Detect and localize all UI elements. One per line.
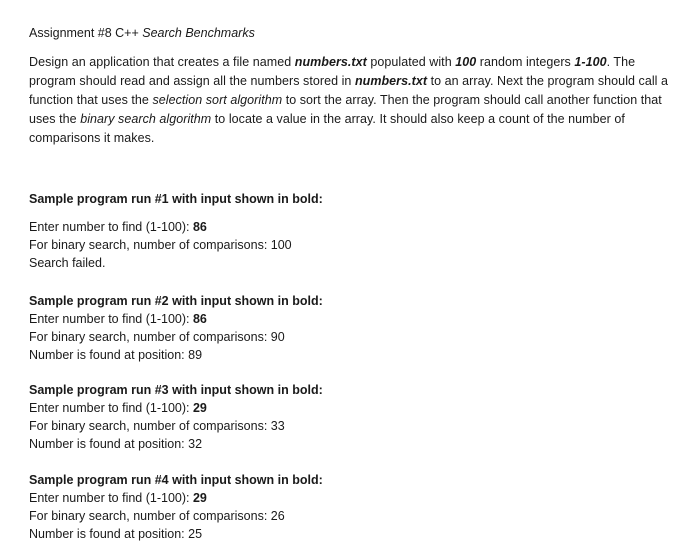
run-result: Number is found at position: 25 (29, 527, 203, 541)
desc-filename: numbers.txt (294, 55, 367, 69)
sample-run-3 (29, 381, 323, 453)
run-prompt-line (29, 218, 323, 236)
desc-text: to an array. Next the program should call a function that uses the (29, 74, 669, 107)
run-prompt: Enter number to find (1-100): (29, 401, 193, 415)
run-result: Search failed. (29, 256, 106, 270)
desc-text: Design an application that creates a file named (29, 55, 295, 69)
run-comparisons: For binary search, number of comparisons: 33 (29, 419, 285, 433)
run-result: Number is found at position: 32 (29, 437, 203, 451)
desc-text: random integers (476, 55, 575, 69)
run-heading: Sample program run #1 with input shown in bold: (29, 192, 323, 206)
run-comparisons: For binary search, number of comparisons: 90 (29, 330, 285, 344)
desc-algorithm: selection sort algorithm (152, 93, 283, 107)
run-input: 29 (192, 491, 207, 505)
desc-text: to sort the array. Then the program should call another function that uses the (29, 93, 662, 126)
run-heading: Sample program run #4 with input shown in bold: (29, 473, 323, 487)
run-prompt: Enter number to find (1-100): (29, 491, 193, 505)
run-prompt: Enter number to find (1-100): (29, 312, 193, 326)
assignment-description (29, 53, 669, 148)
desc-text: to locate a value in the array. It should also keep a count of the number of comparisons it makes. (29, 112, 625, 145)
run-prompt-line (29, 399, 323, 417)
desc-filename: numbers.txt (354, 74, 428, 88)
run-heading: Sample program run #3 with input shown in bold: (29, 383, 323, 397)
desc-algorithm: binary search algorithm (80, 112, 212, 126)
run-prompt-line (29, 310, 323, 328)
sample-run-1 (29, 190, 323, 272)
run-prompt: Enter number to find (1-100): (29, 220, 193, 234)
run-input: 86 (192, 312, 207, 326)
run-result: Number is found at position: 89 (29, 348, 203, 362)
title-prefix: Assignment #8 C++ (29, 26, 143, 40)
run-prompt-line (29, 489, 323, 507)
run-input: 86 (192, 220, 207, 234)
desc-range: 1-100 (574, 55, 607, 69)
desc-text: populated with (366, 55, 456, 69)
run-comparisons: For binary search, number of comparisons: 100 (29, 238, 292, 252)
sample-run-2 (29, 292, 323, 364)
assignment-title (29, 25, 255, 41)
desc-count: 100 (455, 55, 477, 69)
run-input: 29 (192, 401, 207, 415)
run-comparisons: For binary search, number of comparisons: 26 (29, 509, 285, 523)
run-heading: Sample program run #2 with input shown in bold: (29, 294, 323, 308)
sample-run-4 (29, 471, 323, 543)
title-italic: Search Benchmarks (142, 26, 255, 40)
desc-text: . The program should read and assign all the numbers stored in (29, 55, 636, 88)
